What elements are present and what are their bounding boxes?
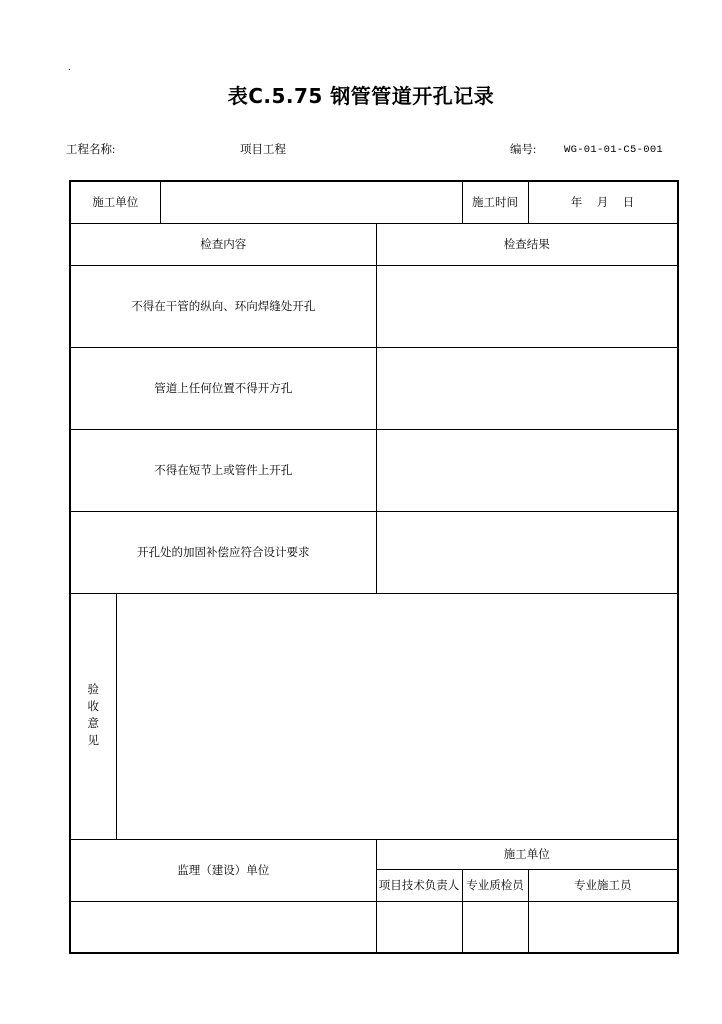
supervisor-unit-label: 监理（建设）单位 bbox=[70, 839, 376, 901]
date-day-unit: 日 bbox=[622, 197, 635, 210]
table-row bbox=[70, 265, 678, 347]
signature-input[interactable] bbox=[462, 901, 528, 953]
table-row-signature-blanks bbox=[70, 901, 678, 953]
check-item-result[interactable] bbox=[376, 265, 678, 347]
construction-time-label: 施工时间 bbox=[462, 181, 528, 223]
date-month-unit: 月 bbox=[596, 197, 609, 210]
construction-unit-label: 施工单位 bbox=[70, 181, 160, 223]
table-row-signature-title bbox=[70, 839, 678, 869]
table-row-acceptance-opinion bbox=[70, 593, 678, 839]
signature-role-label: 项目技术负责人 bbox=[376, 869, 462, 901]
signature-role-label: 专业质检员 bbox=[462, 869, 528, 901]
signature-construction-unit-label: 施工单位 bbox=[376, 839, 678, 869]
document-meta bbox=[66, 142, 678, 158]
table-row-column-headers bbox=[70, 223, 678, 265]
column-header-content: 检查内容 bbox=[70, 223, 376, 265]
page-title: 表C.5.75 钢管管道开孔记录 bbox=[227, 84, 495, 108]
acceptance-opinion-label-text: 验收意见 bbox=[87, 684, 99, 747]
signature-input[interactable] bbox=[376, 901, 462, 953]
signature-input[interactable] bbox=[528, 901, 678, 953]
table-row-construction-unit bbox=[70, 181, 678, 223]
column-header-result: 检查结果 bbox=[376, 223, 678, 265]
document-number-value: WG-01-01-C5-001 bbox=[564, 144, 664, 156]
project-name-value: 项目工程 bbox=[240, 144, 286, 156]
check-item-content: 开孔处的加固补偿应符合设计要求 bbox=[70, 511, 376, 593]
check-item-result[interactable] bbox=[376, 429, 678, 511]
table-row bbox=[70, 511, 678, 593]
table-row bbox=[70, 347, 678, 429]
check-item-result[interactable] bbox=[376, 347, 678, 429]
record-form-table bbox=[69, 180, 679, 954]
check-item-result[interactable] bbox=[376, 511, 678, 593]
corner-mark: . bbox=[68, 61, 71, 73]
document-number-label: 编号: bbox=[510, 144, 537, 156]
date-year-unit: 年 bbox=[570, 197, 583, 210]
signature-role-label: 专业施工员 bbox=[528, 869, 678, 901]
construction-unit-input[interactable] bbox=[160, 181, 462, 223]
supervisor-unit-signature-input[interactable] bbox=[70, 901, 376, 953]
check-item-content: 不得在短节上或管件上开孔 bbox=[70, 429, 376, 511]
check-item-content: 管道上任何位置不得开方孔 bbox=[70, 347, 376, 429]
project-name-label: 工程名称: bbox=[66, 144, 116, 156]
construction-time-input[interactable] bbox=[528, 181, 678, 223]
acceptance-opinion-label bbox=[70, 593, 116, 839]
check-item-content: 不得在干管的纵向、环向焊缝处开孔 bbox=[70, 265, 376, 347]
acceptance-opinion-input[interactable] bbox=[116, 593, 678, 839]
table-row bbox=[70, 429, 678, 511]
